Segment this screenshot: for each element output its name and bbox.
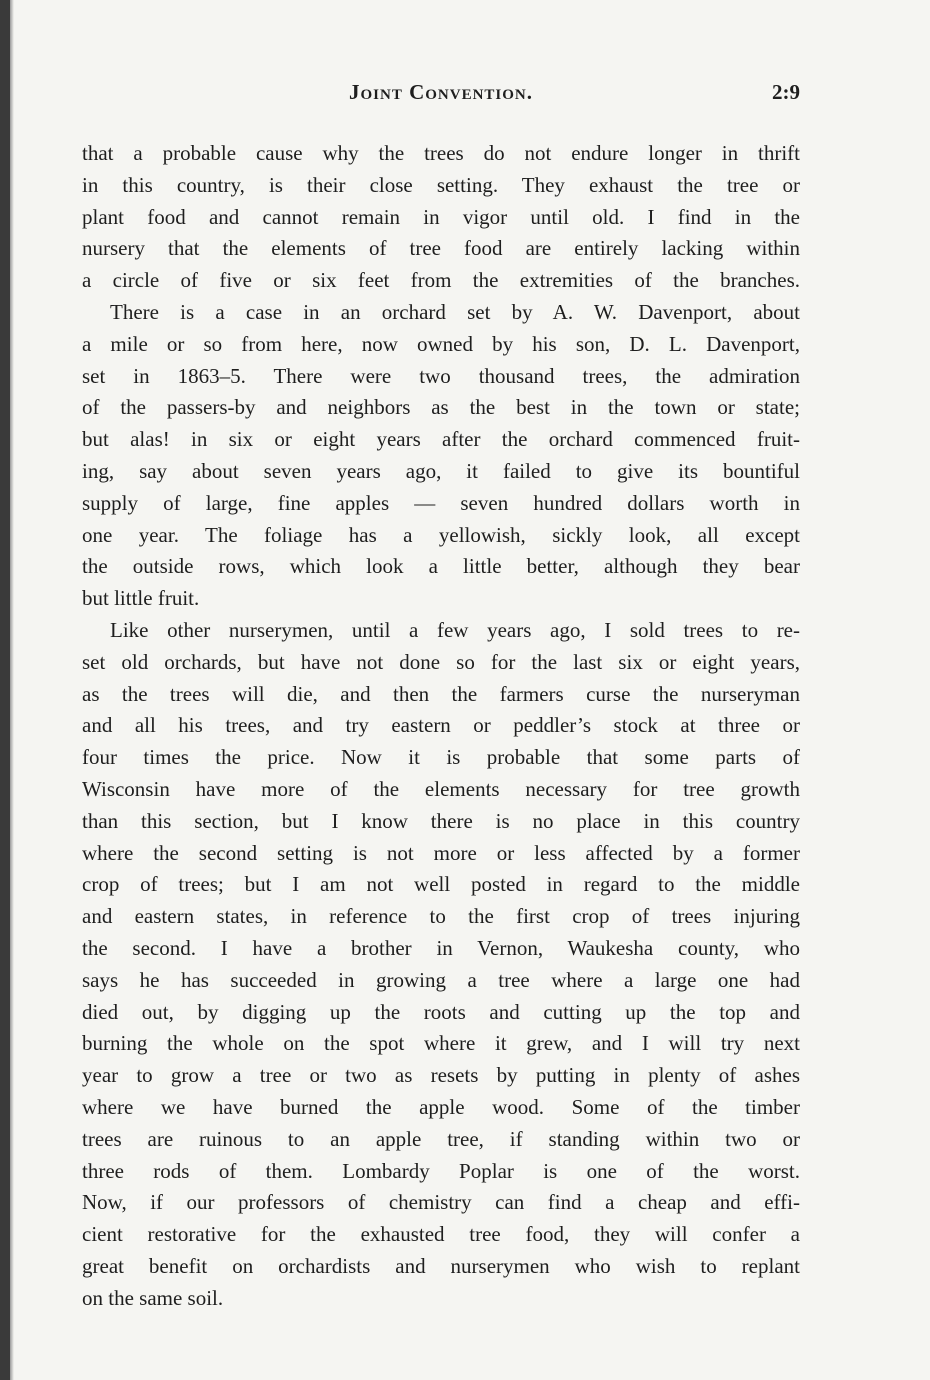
text-line: Like other nurserymen, until a few years ago, I sold trees to re- [110,617,800,642]
text-line: that a probable cause why the trees do not endure longer in thrift [82,141,800,165]
text-line: four times the price. Now it is probable that some parts of [82,745,800,770]
text-line: and all his trees, and try eastern or peddler’s stock at three or [82,713,800,738]
text-line: ing, say about seven years ago, it failed to give its bountiful [82,458,800,483]
text-line: in this country, is their close setting. They exhaust the tree or [82,172,800,197]
text-line: a mile or so from here, now owned by his son, D. L. Davenport, [82,331,800,356]
text-line: There is a case in an orchard set by A. W. Davenport, about [110,299,800,324]
text-line: as the trees will die, and then the farmers curse the nurseryman [82,681,800,706]
text-line: where we have burned the apple wood. Some of the timber [82,1094,800,1119]
paragraph-2 [82,297,800,615]
text-line: set old orchards, but have not done so for the last six or eight years, [82,649,800,674]
text-line: where the second setting is not more or less affected by a former [82,840,800,865]
text-line: Wisconsin have more of the elements necessary for tree growth [82,776,800,801]
text-line: three rods of them. Lombardy Poplar is one of the worst. [82,1158,800,1183]
text-line: than this section, but I know there is no place in this country [82,808,800,833]
book-spine-edge [0,0,10,1380]
paragraph-3 [82,615,800,1315]
text-line: great benefit on orchardists and nurserymen who wish to replant [82,1253,800,1278]
text-line: died out, by digging up the roots and cutting up the top and [82,999,800,1024]
text-line: Now, if our professors of chemistry can find a cheap and effi- [82,1190,800,1215]
text-line: plant food and cannot remain in vigor until old. I find in the [82,204,800,229]
body-text [82,138,800,1314]
text-line: trees are ruinous to an apple tree, if standing within two or [82,1126,800,1151]
page-number: 2:9 [772,80,800,104]
running-title: Joint Convention. [348,80,534,104]
text-line: supply of large, fine apples — seven hundred dollars worth in [82,490,800,515]
text-line: but alas! in six or eight years after the orchard commenced fruit- [82,427,800,452]
text-line: burning the whole on the spot where it grew, and I will try next [82,1031,800,1056]
text-line: set in 1863–5. There were two thousand trees, the admiration [82,363,800,388]
spine-shadow [10,0,14,1380]
text-line: crop of trees; but I am not well posted in regard to the middle [82,872,800,897]
text-line: but little fruit. [82,586,200,611]
text-line: year to grow a tree or two as resets by putting in plenty of ashes [82,1063,800,1088]
text-line: nursery that the elements of tree food are entirely lacking within [82,236,800,261]
text-line: and eastern states, in reference to the first crop of trees injuring [82,904,800,929]
text-line: one year. The foliage has a yellowish, sickly look, all except [82,522,800,547]
paragraph-1 [82,138,800,297]
text-line: says he has succeeded in growing a tree where a large one had [82,967,800,992]
text-line: a circle of five or six feet from the extremities of the branches. [82,268,800,293]
text-line: the second. I have a brother in Vernon, Waukesha county, who [82,935,800,960]
text-line: of the passers-by and neighbors as the best in the town or state; [82,395,800,420]
text-line: cient restorative for the exhausted tree food, they will confer a [82,1222,800,1247]
running-head [82,80,800,110]
text-line: on the same soil. [82,1285,224,1310]
text-line: the outside rows, which look a little better, although they bear [82,554,800,579]
